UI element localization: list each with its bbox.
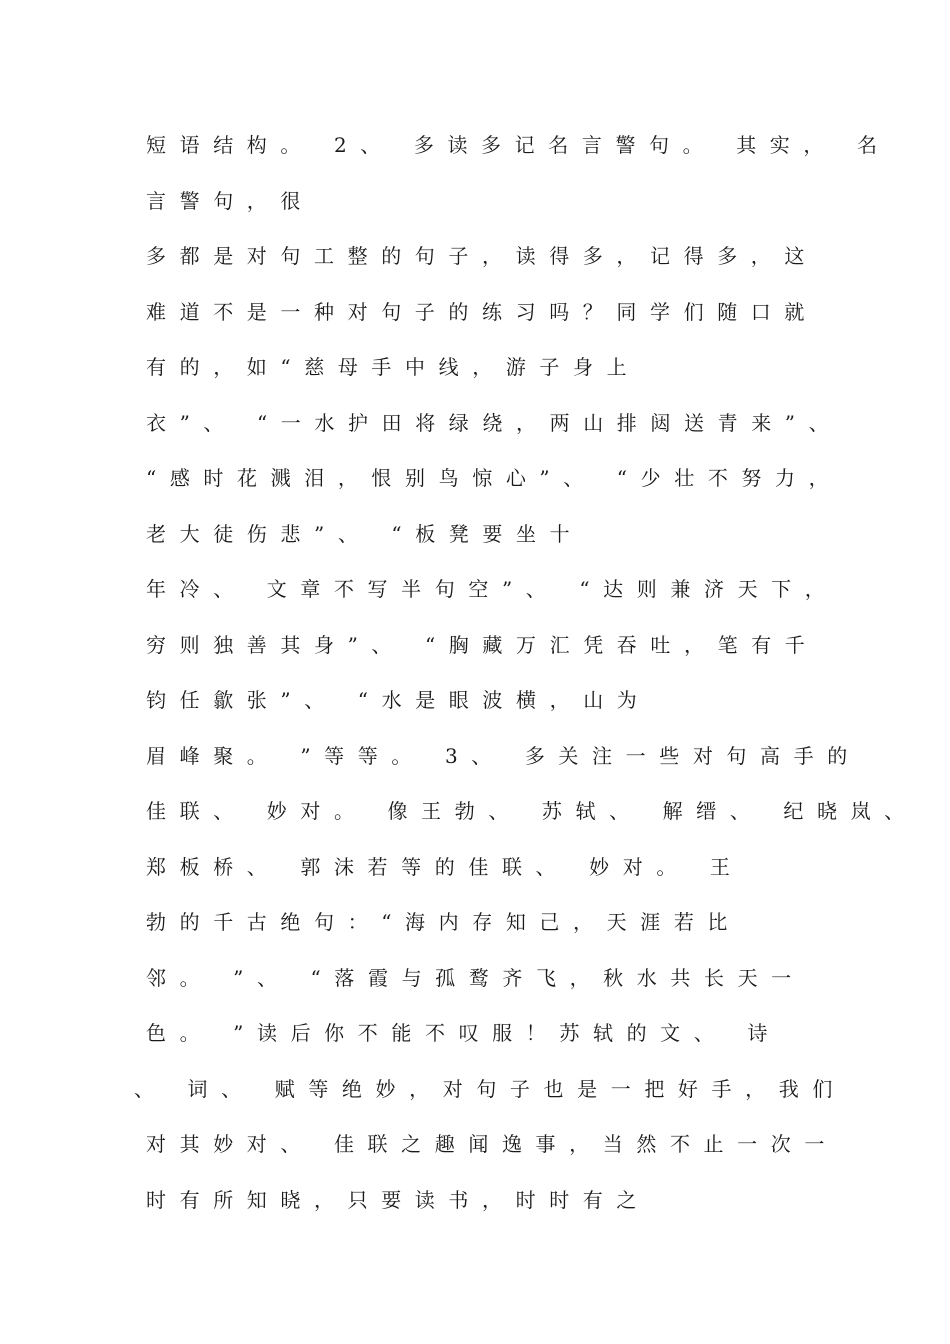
text-line: “感时花溅泪，恨别鸟惊心”、 “少壮不努力，	[146, 466, 843, 490]
text-line: 多都是对句工整的句子，读得多，记得多，这	[146, 244, 818, 268]
text-line: 佳联、 妙对。 像王勃、 苏轼、 解缙、 纪晓岚、	[146, 799, 918, 823]
text-line: 勃的千古绝句：“海内存知己，天涯若比	[146, 910, 742, 934]
text-line: 言警句，很	[146, 188, 314, 213]
text-line: 难道不是一种对句子的练习吗？同学们随口就	[146, 299, 818, 324]
text-line: 短语结构。 2、 多读多记名言警句。 其实， 名	[146, 133, 891, 157]
text-line: 眉峰聚。 ”等等。 3、 多关注一些对句高手的	[146, 743, 861, 768]
text-line: 对其妙对、 佳联之趣闻逸事，当然不止一次一	[146, 1132, 838, 1156]
text-line: 有的，如“慈母手中线，游子身上	[146, 355, 641, 379]
text-line: 衣”、 “一水护田将绿绕，两山排闼送青来”、	[146, 410, 843, 435]
body-text	[134, 127, 918, 1237]
text-line: 钧任歙张”、 “水是眼波横，山为	[146, 688, 651, 712]
text-line: 年冷、 文章不写半句空”、 “达则兼济天下，	[146, 577, 839, 601]
text-line: 老大徒伤悲”、 “板凳要坐十	[146, 521, 584, 546]
text-line: 时有所知晓，只要读书，时时有之	[146, 1187, 650, 1212]
text-line: 穷则独善其身”、 “胸藏万汇凭吞吐，笔有千	[146, 632, 819, 657]
text-line: 、 词、 赋等绝妙，对句子也是一把好手，我们	[134, 1076, 846, 1101]
text-line: 色。 ”读后你不能不叹服！苏轼的文、 诗	[146, 1021, 781, 1045]
text-line: 郑板桥、 郭沫若等的佳联、 妙对。 王	[146, 854, 744, 879]
text-line: 邻。 ”、 “落霞与孤鹜齐飞，秋水共长天一	[146, 965, 805, 990]
